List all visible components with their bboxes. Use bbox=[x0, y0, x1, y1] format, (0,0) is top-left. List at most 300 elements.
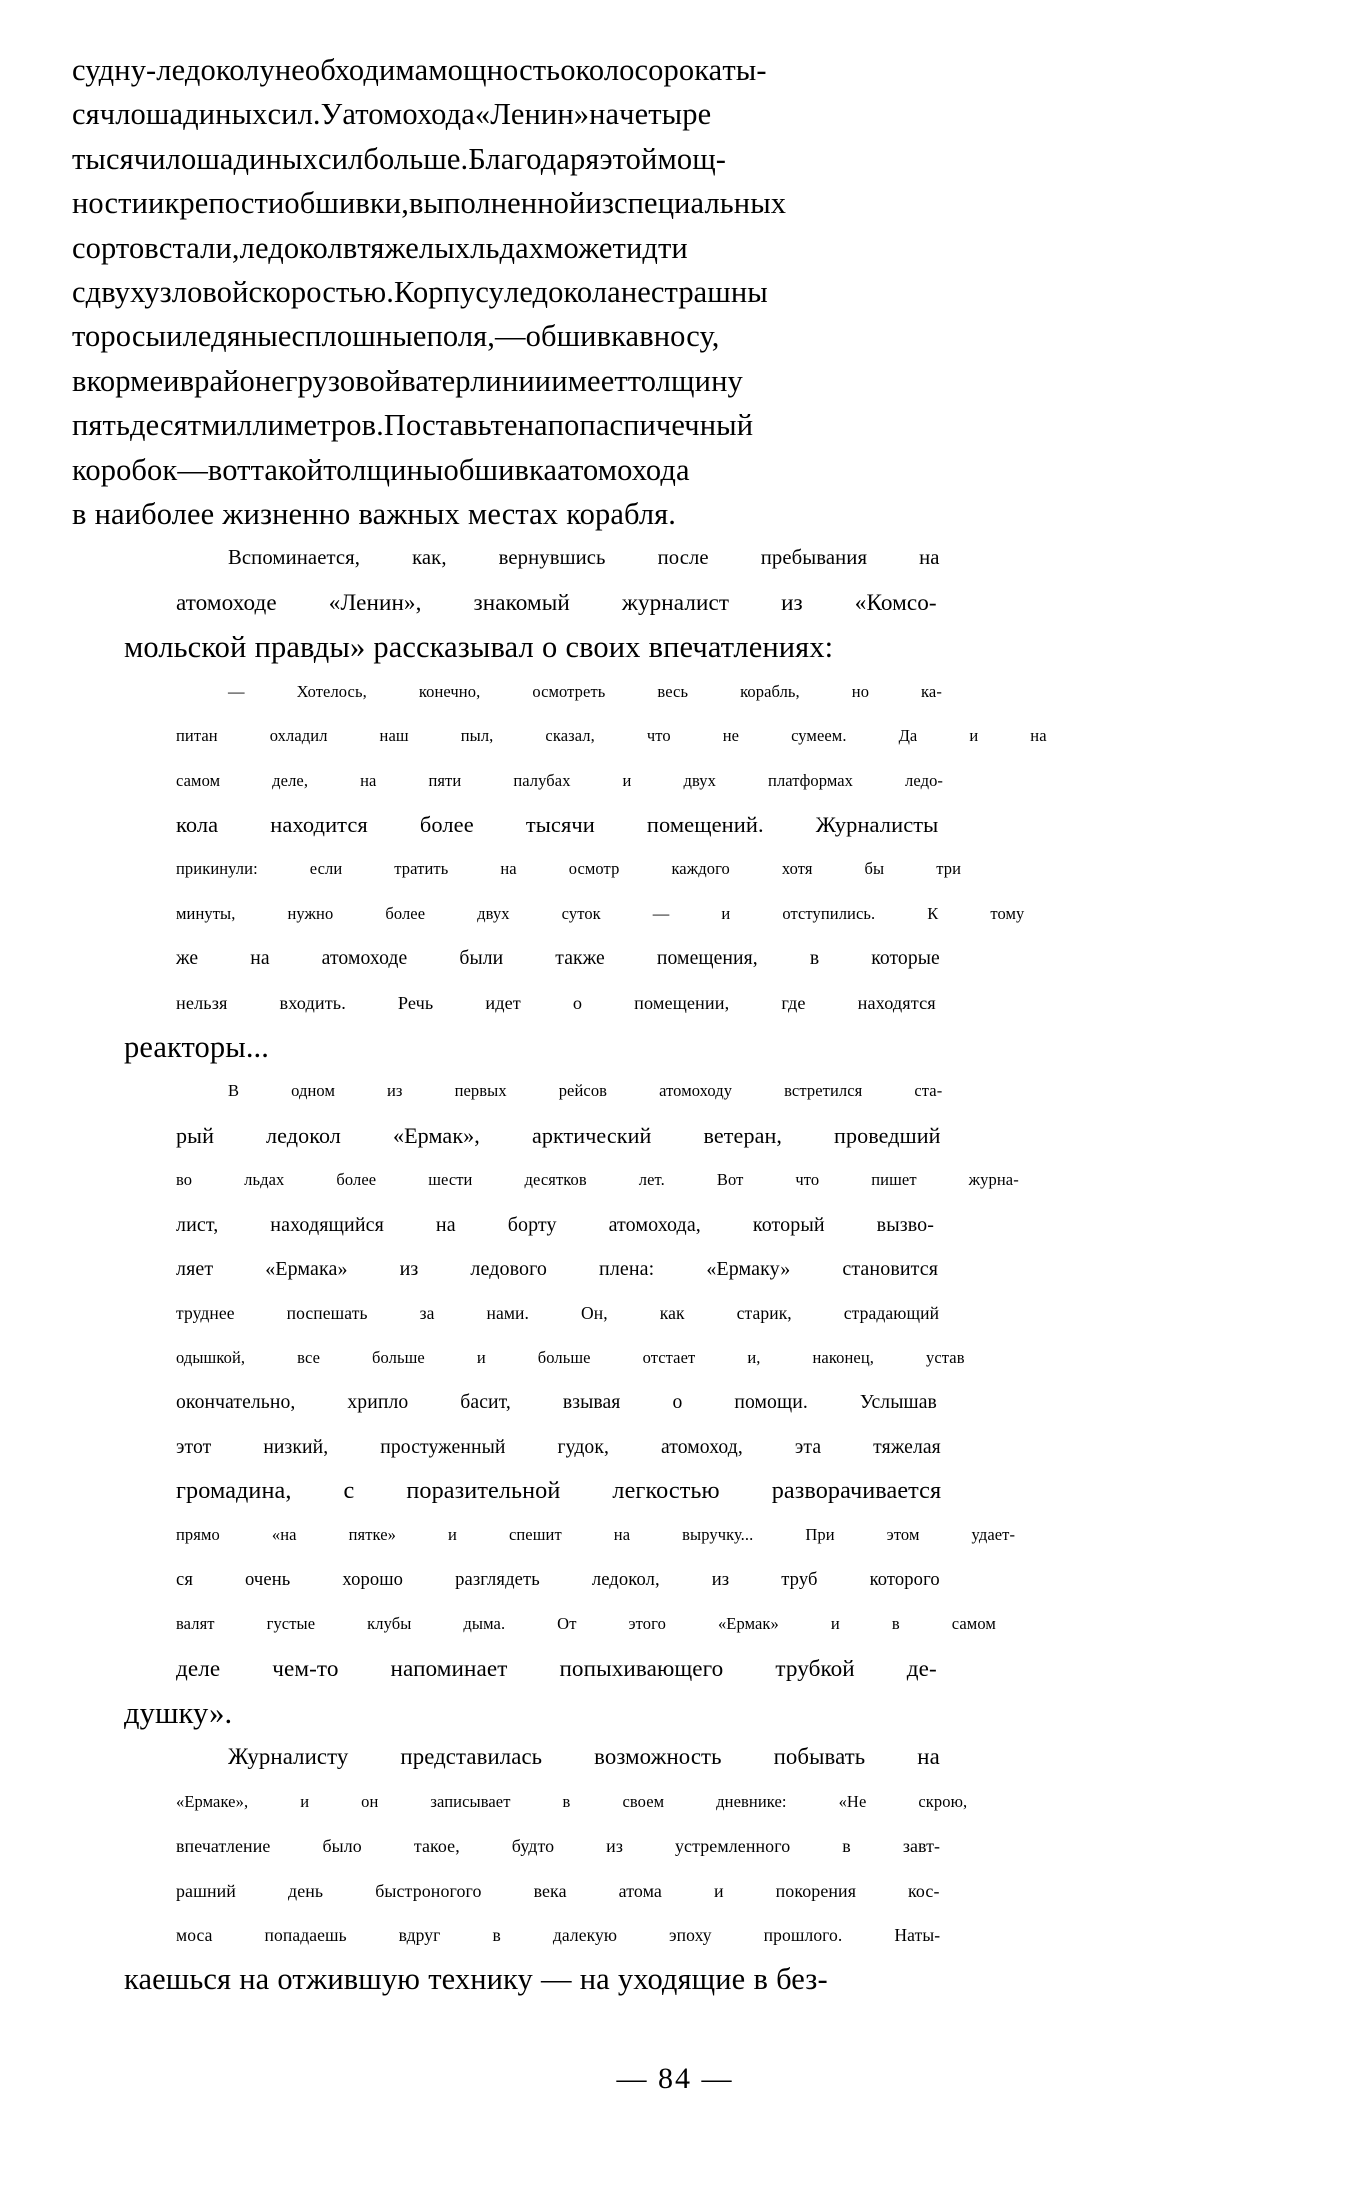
word: шести bbox=[428, 1170, 473, 1190]
word: и bbox=[448, 1525, 457, 1545]
word: атомохода, bbox=[608, 1213, 701, 1236]
word: на bbox=[1030, 726, 1047, 746]
word: поля,— bbox=[426, 319, 526, 354]
word: Наты- bbox=[894, 1925, 941, 1946]
word: скрою, bbox=[918, 1791, 968, 1811]
word: При bbox=[805, 1525, 835, 1545]
word: Речь bbox=[397, 992, 434, 1013]
word: двух bbox=[477, 903, 510, 923]
word: десятков bbox=[524, 1170, 587, 1190]
word: представилась bbox=[400, 1744, 543, 1770]
word: «Ермаку» bbox=[706, 1257, 791, 1280]
text-line bbox=[72, 936, 940, 980]
word: Он, bbox=[581, 1303, 608, 1324]
word: отступились. bbox=[782, 903, 876, 923]
word: ледового bbox=[470, 1257, 548, 1280]
word: поразительной bbox=[406, 1477, 561, 1504]
word: что bbox=[646, 726, 671, 746]
word: — bbox=[228, 681, 245, 701]
word: встретился bbox=[784, 1081, 863, 1101]
word: сумеем. bbox=[791, 726, 847, 746]
word: Хотелось, bbox=[296, 681, 367, 701]
word: ляет bbox=[176, 1257, 214, 1280]
word: самом bbox=[176, 770, 221, 790]
text-line bbox=[72, 1513, 1016, 1557]
word: «Ермака» bbox=[265, 1257, 348, 1280]
word: страдающий bbox=[843, 1303, 940, 1324]
word: сил. bbox=[267, 97, 321, 132]
word: «Ленин», bbox=[328, 589, 422, 616]
word: больше bbox=[537, 1347, 591, 1367]
text-line: каешься на отжившую технику — на уходящие в без- bbox=[124, 1962, 828, 1997]
word: этого bbox=[628, 1614, 666, 1634]
word: «Не bbox=[838, 1791, 867, 1811]
word: Да bbox=[898, 726, 918, 746]
word: атомоход, bbox=[661, 1435, 743, 1458]
word: Журналисту bbox=[228, 1744, 349, 1770]
word: ка- bbox=[921, 681, 942, 701]
word: весь bbox=[657, 681, 689, 701]
word: проведший bbox=[834, 1122, 941, 1148]
word: пишет bbox=[871, 1170, 917, 1190]
word: судну-ледоколу bbox=[72, 53, 275, 87]
word: суток bbox=[561, 903, 601, 923]
word: помещении, bbox=[634, 992, 730, 1013]
word: в bbox=[891, 1614, 900, 1634]
word: хорошо bbox=[342, 1568, 404, 1590]
word: ледяные bbox=[182, 319, 292, 354]
word: в bbox=[72, 363, 87, 398]
word: день bbox=[288, 1880, 324, 1901]
word: попадаешь bbox=[264, 1925, 347, 1946]
folio-dash-left: — bbox=[616, 2062, 649, 2095]
word: тому bbox=[990, 903, 1025, 923]
word: лист, bbox=[176, 1213, 219, 1236]
word: рашний bbox=[176, 1880, 236, 1901]
word: клубы bbox=[367, 1614, 412, 1634]
word: спешит bbox=[508, 1525, 562, 1545]
word: и bbox=[300, 1791, 310, 1811]
text-line bbox=[72, 1913, 940, 1957]
word: легкостью bbox=[612, 1477, 720, 1504]
word: четыре bbox=[619, 97, 712, 132]
word: возможность bbox=[594, 1744, 722, 1770]
word: моса bbox=[176, 1925, 213, 1946]
word: миллиметров. bbox=[201, 408, 384, 443]
word: наконец, bbox=[812, 1347, 874, 1367]
word: сказал, bbox=[545, 726, 595, 746]
word: находящийся bbox=[270, 1213, 384, 1236]
word: де- bbox=[906, 1655, 937, 1682]
word: корме bbox=[86, 363, 164, 398]
word: ледокол bbox=[239, 230, 343, 265]
word: помощи. bbox=[734, 1391, 808, 1414]
text-line: мольской правды» рассказывал о своих впечатлениях: bbox=[124, 630, 834, 665]
word: сил bbox=[317, 141, 364, 176]
word: хотя bbox=[781, 859, 813, 879]
page-folio bbox=[0, 2062, 1350, 2096]
word: атомоходе bbox=[321, 947, 408, 970]
word: три bbox=[936, 859, 962, 879]
word: атомохода bbox=[557, 452, 690, 487]
word: прошлого. bbox=[763, 1925, 843, 1946]
word: из bbox=[387, 1081, 403, 1101]
word: и bbox=[148, 186, 165, 221]
text-line bbox=[72, 1780, 968, 1824]
text-line bbox=[72, 1203, 940, 1247]
text-line bbox=[72, 581, 940, 625]
word: атомохода bbox=[342, 97, 475, 132]
word: «Комсо- bbox=[854, 589, 937, 616]
text-line bbox=[72, 48, 940, 92]
word: напоминает bbox=[390, 1655, 508, 1682]
word: может bbox=[544, 230, 626, 265]
word: разворачивается bbox=[771, 1477, 942, 1504]
word: нужно bbox=[287, 903, 334, 923]
word: борту bbox=[507, 1213, 557, 1236]
text-line bbox=[72, 314, 940, 358]
text-line bbox=[72, 1380, 940, 1424]
word: торосы bbox=[72, 319, 167, 354]
word: этом bbox=[886, 1525, 920, 1545]
word: ледокола bbox=[504, 275, 621, 310]
word: спичечный bbox=[609, 408, 754, 443]
word: — bbox=[177, 452, 208, 487]
word: двух bbox=[683, 770, 717, 790]
word: на bbox=[517, 408, 548, 443]
word: находится bbox=[270, 811, 368, 837]
word: выполненной bbox=[408, 186, 586, 221]
text-line bbox=[72, 448, 940, 492]
word: покорения bbox=[775, 1880, 857, 1901]
word: валят bbox=[176, 1614, 215, 1634]
word: на bbox=[613, 1525, 631, 1545]
word: хрипло bbox=[347, 1391, 409, 1414]
word: более bbox=[419, 811, 474, 837]
word: низкий, bbox=[263, 1435, 329, 1458]
word: и bbox=[166, 319, 183, 354]
word: на bbox=[360, 770, 377, 790]
word: поспешать bbox=[286, 1303, 368, 1324]
text-line bbox=[72, 270, 940, 314]
text-column bbox=[72, 48, 1047, 2002]
word: и bbox=[713, 1880, 724, 1901]
word: более bbox=[385, 903, 426, 923]
word: рейсов bbox=[558, 1081, 608, 1101]
word: устремленного bbox=[675, 1836, 791, 1857]
paragraph-p5 bbox=[72, 1735, 968, 2001]
word: «Ермак», bbox=[392, 1122, 480, 1148]
word: удает- bbox=[971, 1525, 1016, 1545]
word: в bbox=[562, 1791, 571, 1811]
word: из bbox=[606, 1836, 624, 1857]
word: завт- bbox=[902, 1836, 941, 1857]
word: «Ермаке», bbox=[176, 1791, 249, 1811]
word: и bbox=[622, 770, 632, 790]
word: мощ- bbox=[657, 141, 727, 176]
word: простуженный bbox=[380, 1435, 506, 1458]
word: льдах bbox=[244, 1170, 285, 1190]
word: такой bbox=[250, 452, 324, 487]
word: сплошные bbox=[291, 319, 427, 354]
word: в bbox=[179, 363, 195, 398]
word: корабль, bbox=[740, 681, 800, 701]
word: осмотреть bbox=[532, 681, 606, 701]
text-line bbox=[72, 981, 940, 1025]
word: и bbox=[721, 903, 731, 923]
word: впечатление bbox=[176, 1836, 271, 1857]
word: помещения, bbox=[656, 947, 758, 970]
text-line bbox=[72, 137, 940, 181]
text-line bbox=[72, 1824, 940, 1868]
word: атомоходу bbox=[659, 1081, 733, 1101]
word: на bbox=[435, 1213, 456, 1236]
word: из bbox=[585, 186, 614, 221]
word: взывая bbox=[562, 1391, 621, 1414]
word: становится bbox=[842, 1257, 939, 1280]
word: из bbox=[711, 1568, 730, 1590]
word: гудок, bbox=[557, 1435, 609, 1458]
word: помещений. bbox=[646, 811, 764, 837]
word: бы bbox=[864, 859, 885, 879]
word: вдруг bbox=[398, 1925, 441, 1946]
word: но bbox=[851, 681, 870, 701]
word: эпоху bbox=[669, 1925, 712, 1946]
word: журналист bbox=[621, 589, 730, 616]
word: этот bbox=[176, 1435, 212, 1458]
text-line: реакторы... bbox=[124, 1029, 270, 1064]
word: дыма. bbox=[463, 1614, 506, 1634]
word: больше. bbox=[363, 141, 469, 176]
word: что bbox=[795, 1170, 820, 1190]
word: и bbox=[476, 1347, 486, 1367]
word: такое, bbox=[413, 1836, 460, 1857]
word: скоростью. bbox=[248, 275, 395, 310]
word: «Ермак» bbox=[717, 1614, 779, 1634]
word: трубкой bbox=[775, 1655, 855, 1682]
word: обшивки, bbox=[284, 186, 409, 221]
word: в bbox=[342, 230, 358, 265]
text-line bbox=[72, 892, 1025, 936]
word: толщины bbox=[323, 452, 444, 487]
word: быстроногого bbox=[375, 1880, 482, 1901]
word: журна- bbox=[968, 1170, 1019, 1190]
word: каждого bbox=[671, 859, 730, 879]
word: осмотр bbox=[568, 859, 620, 879]
paragraph-p1 bbox=[72, 48, 940, 536]
word: находятся bbox=[857, 992, 936, 1013]
word: тратить bbox=[394, 859, 449, 879]
word: У bbox=[320, 97, 343, 132]
word: «Ленин» bbox=[474, 97, 590, 132]
word: тысячи bbox=[72, 141, 166, 176]
word: атомоходе bbox=[176, 589, 277, 616]
text-line bbox=[72, 1336, 965, 1380]
word: пятьдесят bbox=[72, 408, 202, 443]
word: на bbox=[500, 859, 517, 879]
word: которого bbox=[869, 1568, 940, 1590]
word: густые bbox=[266, 1614, 316, 1634]
word: страшны bbox=[650, 275, 768, 310]
word: вот bbox=[207, 452, 251, 487]
word: после bbox=[657, 547, 709, 570]
word: на bbox=[589, 97, 620, 132]
word: сортов bbox=[72, 230, 159, 265]
word: за bbox=[419, 1303, 435, 1324]
word: далекую bbox=[552, 1925, 618, 1946]
word: эта bbox=[794, 1435, 822, 1458]
word: вернувшись bbox=[498, 547, 606, 570]
word: коробок bbox=[72, 452, 178, 487]
word: в bbox=[842, 1836, 851, 1857]
word: ты- bbox=[722, 53, 767, 87]
word: и bbox=[969, 726, 979, 746]
word: все bbox=[297, 1347, 320, 1367]
text-line bbox=[72, 670, 940, 714]
word: лет. bbox=[638, 1170, 665, 1190]
word: лошадиных bbox=[115, 97, 268, 132]
word: арктический bbox=[531, 1122, 652, 1148]
word: Поставьте bbox=[383, 408, 518, 443]
word: прямо bbox=[176, 1525, 220, 1545]
word: платформах bbox=[768, 770, 854, 790]
text-line bbox=[72, 1602, 996, 1646]
word: необходима bbox=[274, 53, 429, 87]
word: конечно, bbox=[418, 681, 481, 701]
text-line bbox=[72, 1469, 940, 1513]
word: толщину bbox=[627, 363, 743, 398]
word: века bbox=[533, 1880, 567, 1901]
word: прикинули: bbox=[176, 859, 258, 879]
word: рый bbox=[176, 1122, 215, 1148]
word: палубах bbox=[513, 770, 571, 790]
word: атома bbox=[618, 1880, 662, 1901]
word: плена: bbox=[599, 1257, 655, 1280]
word: одном bbox=[291, 1081, 335, 1101]
word: имеет bbox=[551, 363, 628, 398]
text-line bbox=[72, 92, 940, 136]
word: записывает bbox=[430, 1791, 511, 1811]
word: труднее bbox=[176, 1303, 235, 1324]
word: который bbox=[752, 1213, 825, 1236]
word: в bbox=[492, 1925, 501, 1946]
word: и bbox=[163, 363, 180, 398]
word: пыл, bbox=[460, 726, 494, 746]
text-line bbox=[72, 1069, 943, 1113]
word: выручку... bbox=[682, 1525, 754, 1545]
word: Вот bbox=[716, 1170, 744, 1190]
word: От bbox=[557, 1614, 577, 1634]
word: побывать bbox=[773, 1744, 866, 1770]
word: как, bbox=[412, 547, 447, 570]
word: кос- bbox=[908, 1880, 940, 1901]
word: Услышав bbox=[859, 1391, 937, 1414]
word: Благодаря bbox=[468, 141, 600, 176]
word: попыхивающего bbox=[559, 1655, 724, 1682]
word: деле bbox=[176, 1655, 221, 1682]
word: на bbox=[250, 947, 270, 970]
text-line bbox=[72, 1425, 940, 1469]
text-line bbox=[72, 847, 962, 891]
text-line bbox=[72, 1114, 940, 1158]
word: на bbox=[917, 1744, 940, 1770]
word: специальных bbox=[614, 186, 787, 221]
word: Корпусу bbox=[394, 275, 504, 310]
word: входить. bbox=[279, 992, 346, 1013]
word: более bbox=[336, 1170, 377, 1190]
text-line bbox=[72, 1291, 940, 1335]
paragraph-p3 bbox=[72, 670, 1047, 1070]
word: льдах bbox=[470, 230, 545, 265]
word: в bbox=[809, 947, 820, 970]
word: также bbox=[555, 947, 605, 970]
word: около bbox=[560, 53, 635, 87]
word: пятке» bbox=[348, 1525, 397, 1545]
paragraph-p2 bbox=[72, 536, 940, 669]
word: грузовой bbox=[284, 363, 402, 398]
word: если bbox=[309, 859, 343, 879]
text-line bbox=[72, 536, 940, 580]
word: с bbox=[72, 275, 86, 310]
text-line bbox=[72, 1735, 940, 1779]
word: своем bbox=[622, 1791, 665, 1811]
word: не bbox=[620, 275, 651, 310]
word: из bbox=[399, 1257, 419, 1280]
word: нами. bbox=[486, 1303, 530, 1324]
word: мощность bbox=[428, 53, 561, 87]
word: дневнике: bbox=[716, 1791, 787, 1811]
text-line bbox=[72, 1247, 940, 1291]
text-line bbox=[72, 1647, 940, 1691]
word: ветеран, bbox=[703, 1122, 783, 1148]
word: нельзя bbox=[176, 992, 228, 1013]
word: охладил bbox=[269, 726, 328, 746]
word: в bbox=[639, 319, 654, 354]
word: питан bbox=[176, 726, 218, 746]
text-line bbox=[72, 226, 940, 270]
word: идти bbox=[625, 230, 688, 265]
word: не bbox=[722, 726, 740, 746]
paragraph-p4 bbox=[72, 1069, 1019, 1735]
text-line bbox=[72, 759, 944, 803]
word: отстает bbox=[642, 1347, 696, 1367]
word: Вспоминается, bbox=[228, 547, 361, 570]
word: ности bbox=[72, 186, 149, 221]
word: деле, bbox=[272, 770, 309, 790]
word: о bbox=[672, 1391, 683, 1414]
word: о bbox=[572, 992, 583, 1013]
word: на bbox=[919, 547, 940, 570]
word: ватерлинии bbox=[401, 363, 552, 398]
word: этой bbox=[599, 141, 658, 176]
word: «на bbox=[271, 1525, 297, 1545]
word: сяч bbox=[72, 97, 116, 132]
word: знакомый bbox=[473, 589, 570, 616]
word: попа bbox=[547, 408, 610, 443]
word: как bbox=[659, 1303, 685, 1324]
word: самом bbox=[951, 1614, 996, 1634]
word: обшивка bbox=[443, 452, 558, 487]
word: ся bbox=[176, 1568, 194, 1590]
word: носу, bbox=[653, 319, 720, 354]
word: В bbox=[228, 1081, 240, 1101]
word: же bbox=[176, 947, 199, 970]
folio-dash-right: — bbox=[701, 2062, 734, 2095]
text-line bbox=[72, 181, 940, 225]
word: разглядеть bbox=[455, 1568, 540, 1590]
word: из bbox=[781, 589, 803, 616]
word: тяжелых bbox=[357, 230, 471, 265]
